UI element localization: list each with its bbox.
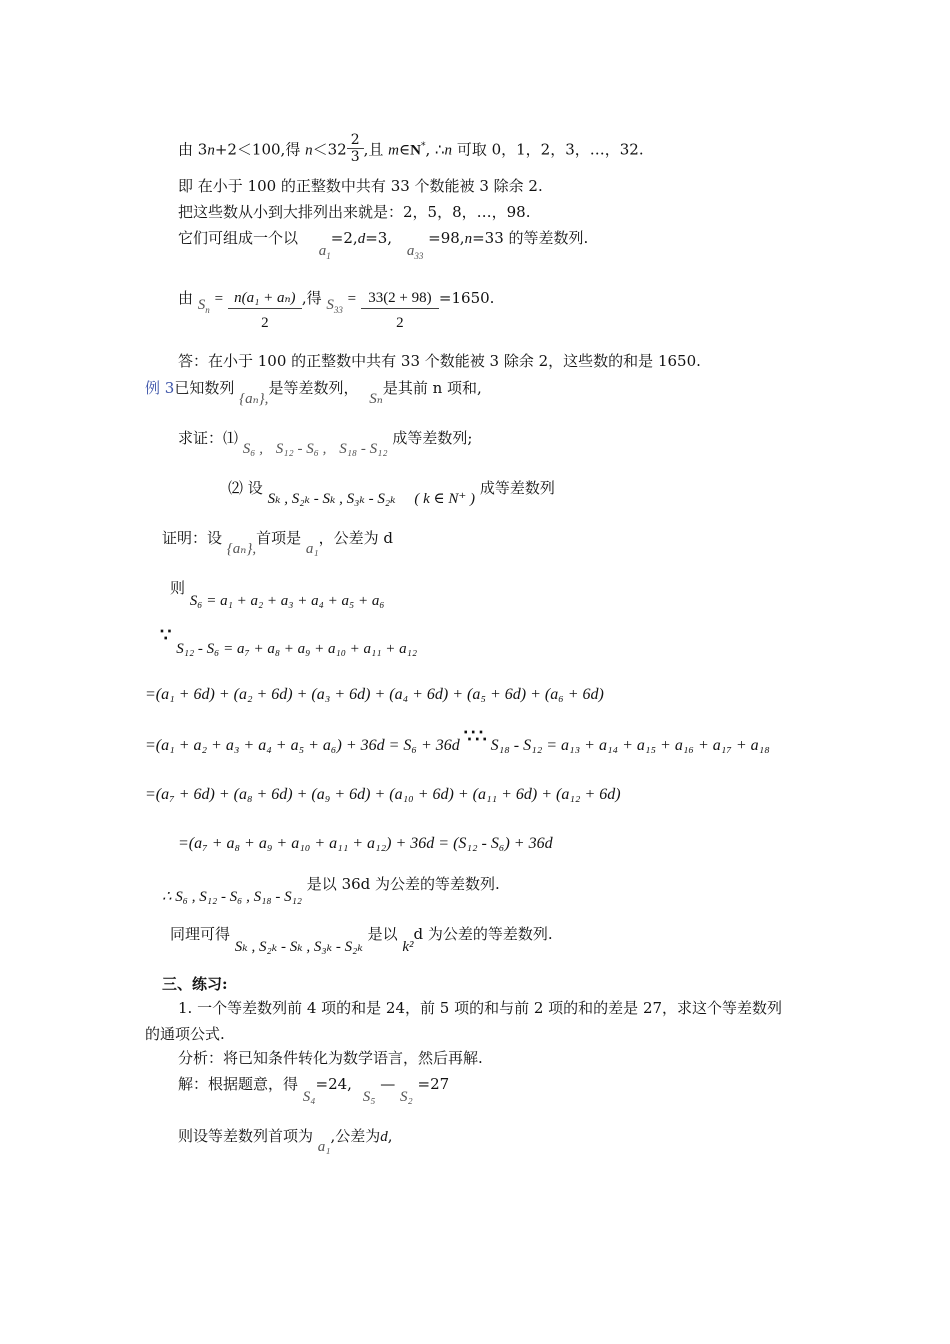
- text: 由 3: [178, 140, 208, 159]
- line-11: 则 S₆ = a₁ + a₂ + a₃ + a₄ + a₅ + a₆: [170, 579, 385, 609]
- var-n: n: [207, 142, 215, 159]
- text: 可取 0，1，2，3，…，32.: [452, 140, 644, 159]
- var-m: m: [388, 142, 399, 159]
- var-Sn: $S_n$: [197, 297, 210, 315]
- var-n: n: [444, 142, 453, 159]
- text: , ∴: [425, 140, 445, 159]
- line-14: =(a₁ + a₂ + a₃ + a₄ + a₅ + a₆) + 36d = S₆ + 36d ∵∴ S₁₈ - S₁₂ = a₁₃ + a₁₄ + a₁₅ + a₁₆ + a₁₇ + a₁₈: [145, 726, 770, 754]
- set-N: N: [410, 142, 421, 159]
- var-a1: $a_1$: [318, 243, 331, 261]
- line-4: 它们可组成一个以 $a_1=2,d=3$, $a_{33} =98,n=33$ 的等差数列.: [178, 229, 589, 261]
- line-18: 同理可得 Sₖ , S₂ₖ - Sₖ , S₃ₖ - S₂ₖ 是以 k²d 为公差的等差数列.: [170, 925, 553, 955]
- var-n: n: [305, 142, 313, 159]
- line-8: 求证：⑴ S₆ , S₁₂ - S₆ , S₁₈ - S₁₂ 成等差数列;: [178, 429, 473, 457]
- text: +2＜100,得: [214, 140, 306, 159]
- fraction-sum-formula: $\frac{\text{n(a₁ + aₙ)}}{2}$: [228, 288, 302, 333]
- text: ,且: [363, 140, 389, 159]
- section-heading: 三、练习:: [162, 975, 228, 993]
- line-1: 由 3n+2＜100,得 n＜32 $\frac{2}{3}$ ,且 m∈N*, ∴n 可取 0，1，2，3，…，32.: [178, 132, 644, 165]
- line-17: ∴ S₆ , S₁₂ - S₆ , S₁₈ - S₁₂ 是以 36d 为公差的等差数列.: [162, 875, 500, 905]
- line-16: =(a₇ + a₈ + a₉ + a₁₀ + a₁₁ + a₁₂) + 36d = (S₁₂ - S₆) + 36d: [178, 835, 553, 852]
- fraction-33: $\frac{33(2 + 98)}{2}$: [361, 288, 439, 333]
- var-S33: $S_{33}$: [326, 297, 343, 315]
- line-5-sum-formula: 由 $S_n$ = $\frac{\text{n(a₁ + aₙ)}}{2}$ ,得 $S_{33}$ = $\frac{33(2 + 98)}{2}$ =1650.: [178, 289, 495, 331]
- line-6: 答：在小于 100 的正整数中共有 33 个数能被 3 除余 2，这些数的和是 1650.: [178, 352, 701, 370]
- line-7-example-3: 例 3已知数列 {aₙ},是等差数列， Sₙ是其前 n 项和,: [145, 379, 482, 407]
- line-15: =(a₇ + 6d) + (a₈ + 6d) + (a₉ + 6d) + (a₁₀ + 6d) + (a₁₁ + 6d) + (a₁₂ + 6d): [145, 786, 621, 803]
- line-21: 的通项公式.: [145, 1025, 225, 1043]
- line-2: 即 在小于 100 的正整数中共有 33 个数能被 3 除余 2.: [178, 177, 543, 195]
- example-label: 例 3: [145, 379, 175, 397]
- text: ＜32: [312, 140, 347, 159]
- fraction-2-3: $\frac{2}{3}$: [347, 132, 364, 165]
- text: ∈: [399, 140, 411, 159]
- line-12: ∵ S₁₂ - S₆ = a₇ + a₈ + a₉ + a₁₀ + a₁₁ + a₁₂: [160, 625, 418, 657]
- line-22: 分析：将已知条件转化为数学语言，然后再解.: [178, 1049, 483, 1067]
- line-10: 证明：设 {aₙ},首项是 a₁，公差为 d: [162, 529, 394, 557]
- line-24: 则设等差数列首项为 a₁,公差为d,: [178, 1127, 393, 1155]
- line-9: ⑵ 设 Sₖ , S₂ₖ - Sₖ , S₃ₖ - S₂ₖ ( k ∈ N⁺ ) 成等差数列: [228, 479, 555, 507]
- var-a33: $a_{33}$: [406, 243, 424, 261]
- line-3: 把这些数从小到大排列出来就是：2，5，8，…，98.: [178, 203, 531, 221]
- line-13: =(a₁ + 6d) + (a₂ + 6d) + (a₃ + 6d) + (a₄ + 6d) + (a₅ + 6d) + (a₆ + 6d): [145, 686, 604, 703]
- line-20: 1. 一个等差数列前 4 项的和是 24，前 5 项的和与前 2 项的和的差是 27，求这个等差数列: [178, 999, 783, 1017]
- line-23: 解：根据题意，得 S₄=24, S₅ — S₂ =27: [178, 1075, 450, 1105]
